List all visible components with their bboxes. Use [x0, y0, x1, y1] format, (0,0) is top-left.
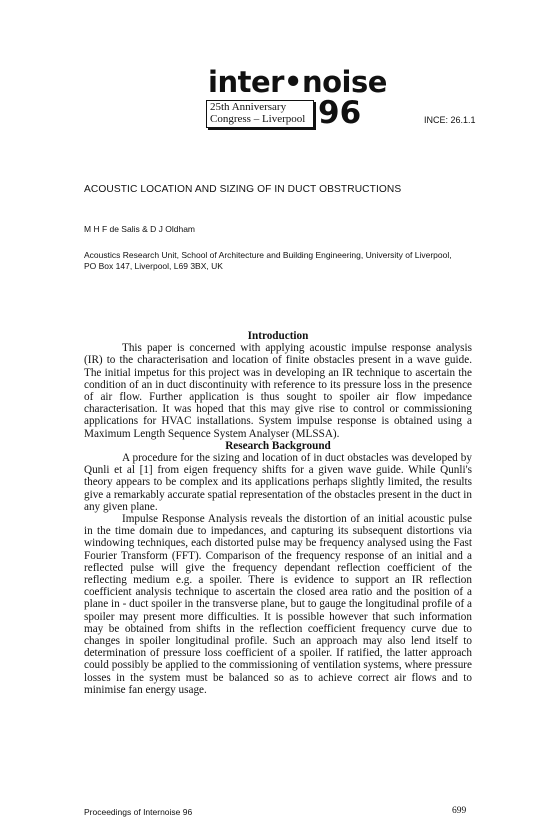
paragraph-introduction: This paper is concerned with applying acoustic impulse response analysis (IR) to the characterisation and location of finite obstacles present in a wave guide. The initial impetus for this project was in developing an IR technique to ascertain the condition of an in duct discontinuity with reference to its pressure loss in the presence of air flow. Further application is thus sought to spoiler air flow impedance characterisation. It was hoped that this may give rise to control or commissioning applications for HVAC installations. System impulse response is obtained using a Maximum Length Sequence System Analyser (MLSSA).	[84, 342, 472, 440]
paper-authors: M H F de Salis & D J Oldham	[84, 224, 196, 234]
logo-anniversary-box	[206, 100, 314, 128]
logo-box-line1: 25th Anniversary	[210, 101, 287, 113]
ince-code: INCE: 26.1.1	[424, 115, 476, 125]
section-heading-introduction: Introduction	[247, 330, 309, 342]
section-heading-research-background: Research Background	[225, 439, 331, 452]
paper-body	[84, 330, 472, 696]
affiliation-line1: Acoustics Research Unit, School of Architecture and Building Engineering, University of Liverpool,	[84, 250, 452, 260]
internoise-logo	[202, 65, 387, 132]
paragraph-research-background-2: Impulse Response Analysis reveals the distortion of an initial acoustic pulse in the time domain due to impedances, and capturing its subsequent distortions via windowing techniques, each distorted pulse may be frequency analysed using the Fast Fourier Transform (FFT). Comparison of the frequency response of an initial and a reflected pulse will give the frequency dependant reflection coefficient of the reflecting medium e.g. a spoiler. There is evidence to support an IR reflection coefficient analysis technique to ascertain the closed area ratio and the position of a plane in - duct spoiler in the transverse plane, but to gauge the longitudinal profile of a spoiler may present more difficulties. It is possible however that such information may be obtained from shifts in the reflection coefficient frequency curve due to changes in spoiler longitudinal profile. Such an approach may also lend itself to determination of pressure loss coefficient of a spoiler. If ratified, the latter approach could possibly be applied to the commissioning of ventilation systems, where pressure losses in the system must be balanced so as to achieve correct air flows and to minimise fan energy usage.	[84, 513, 472, 696]
footer-proceedings: Proceedings of Internoise 96	[84, 807, 193, 817]
logo-box-line2: Congress – Liverpool	[210, 113, 306, 125]
affiliation-line2: PO Box 147, Liverpool, L69 3BX, UK	[84, 261, 223, 271]
paragraph-research-background-1: A procedure for the sizing and location of in duct obstacles was developed by Qunli et al [1] from eigen frequency shifts for a given wave guide. While Qunli's theory appears to be complex and its applications perhaps slightly limited, the results give a remarkably accurate spatial representation of the obstacles present in the duct in any given plane.	[84, 452, 472, 513]
paper-affiliation	[84, 250, 484, 272]
paper-title: ACOUSTIC LOCATION AND SIZING OF IN DUCT OBSTRUCTIONS	[84, 184, 402, 195]
logo-year: 96	[318, 95, 362, 131]
page-number: 699	[452, 806, 467, 816]
logo-wordmark: inter•noise	[208, 65, 387, 99]
